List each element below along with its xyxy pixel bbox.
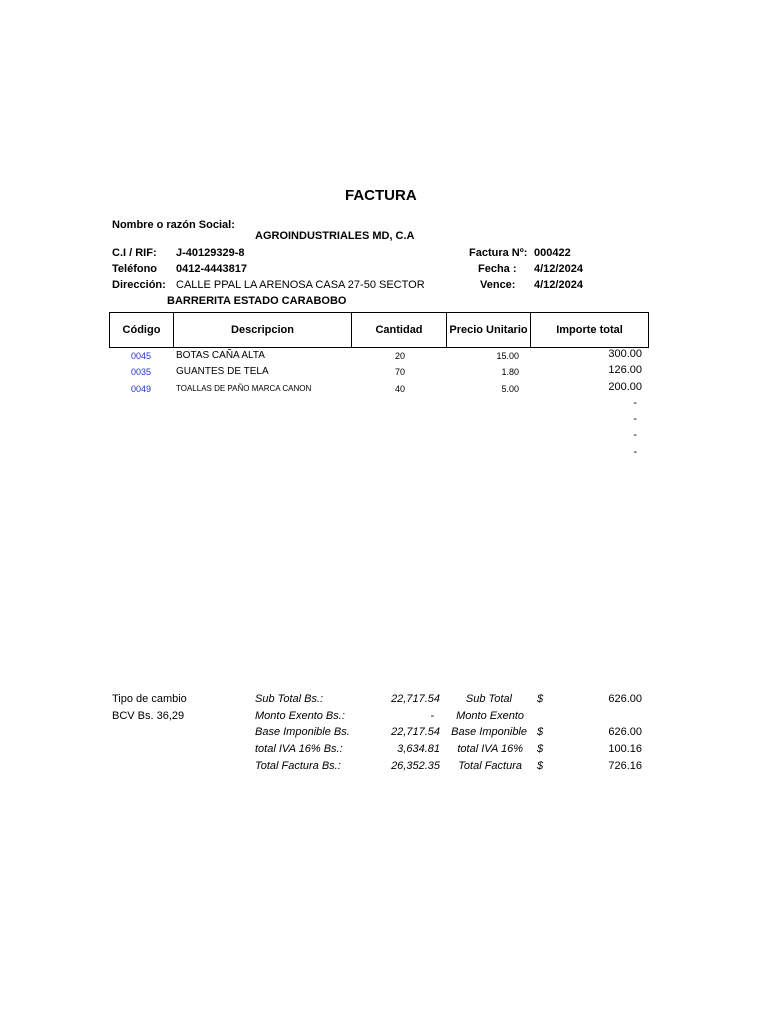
- row-1-description: BOTAS CAÑA ALTA: [176, 350, 265, 361]
- row-3-total: 200.00: [608, 381, 642, 393]
- bs-total-value: 26,352.35: [391, 760, 440, 772]
- empty-row-total: -: [633, 397, 637, 409]
- bs-total-label: Total Factura Bs.:: [255, 760, 341, 772]
- row-2-quantity: 70: [394, 367, 405, 377]
- invoice-title: FACTURA: [345, 187, 417, 204]
- col-header-description: Descripcion: [174, 313, 352, 347]
- invoice-date-label: Fecha :: [478, 263, 517, 275]
- row-3-description: TOALLAS DE PAÑO MARCA CANON: [176, 384, 312, 393]
- bs-exempt-value: -: [430, 710, 434, 722]
- bs-taxable-base-label: Base Imponible Bs.: [255, 726, 350, 738]
- usd-total-currency: $: [537, 760, 544, 772]
- phone-label: Teléfono: [112, 263, 158, 275]
- usd-taxable-base-currency: $: [537, 726, 544, 738]
- bs-iva-value: 3,634.81: [397, 743, 440, 755]
- row-2-unit-price: 1.80: [501, 367, 519, 377]
- row-1-code: 0045: [131, 351, 152, 361]
- name-label: Nombre o razón Social:: [112, 219, 235, 231]
- col-header-code: Código: [110, 313, 174, 347]
- phone-value: 0412-4443817: [176, 263, 247, 275]
- row-1-total: 300.00: [608, 348, 642, 360]
- address-line-1: CALLE PPAL LA ARENOSA CASA 27-50 SECTOR: [176, 279, 425, 291]
- usd-iva-value: 100.16: [608, 743, 642, 755]
- usd-iva-currency: $: [537, 743, 544, 755]
- bs-subtotal-value: 22,717.54: [391, 693, 440, 705]
- usd-taxable-base-label: Base Imponible: [451, 726, 527, 738]
- col-header-unit-price: Precio Unitario: [447, 313, 531, 347]
- row-2-code: 0035: [131, 367, 152, 377]
- col-header-total: Importe total: [556, 324, 623, 336]
- row-1-quantity: 20: [394, 351, 405, 361]
- invoice-due-value: 4/12/2024: [534, 279, 583, 291]
- usd-subtotal-label: Sub Total: [465, 693, 512, 705]
- bs-taxable-base-value: 22,717.54: [391, 726, 440, 738]
- usd-total-value: 726.16: [608, 760, 642, 772]
- row-3-unit-price: 5.00: [501, 384, 519, 394]
- usd-taxable-base-value: 626.00: [608, 726, 642, 738]
- rif-label: C.I / RIF:: [112, 247, 157, 259]
- usd-subtotal-currency: $: [537, 693, 544, 705]
- items-table-header: [109, 312, 649, 348]
- empty-row-total: -: [633, 413, 637, 425]
- invoice-due-label: Vence:: [480, 279, 516, 291]
- row-3-quantity: 40: [394, 384, 405, 394]
- address-line-2: BARRERITA ESTADO CARABOBO: [167, 295, 347, 307]
- row-1-unit-price: 15.00: [496, 351, 519, 361]
- empty-row-total: -: [633, 429, 637, 441]
- col-header-quantity: Cantidad: [352, 313, 447, 347]
- exchange-label: Tipo de cambio: [112, 693, 187, 705]
- exchange-value: BCV Bs. 36,29: [112, 710, 185, 722]
- bs-subtotal-label: Sub Total Bs.:: [255, 693, 324, 705]
- invoice-number-label: Factura Nº:: [469, 247, 528, 259]
- empty-row-total: -: [633, 446, 637, 458]
- usd-total-label: Total Factura: [458, 760, 522, 772]
- invoice-date-value: 4/12/2024: [534, 263, 583, 275]
- row-2-description: GUANTES DE TELA: [176, 366, 269, 377]
- bs-exempt-label: Monto Exento Bs.:: [255, 710, 345, 722]
- row-2-total: 126.00: [608, 364, 642, 376]
- row-3-code: 0049: [131, 384, 152, 394]
- name-value: AGROINDUSTRIALES MD, C.A: [255, 230, 415, 242]
- invoice-number-value: 000422: [534, 247, 571, 259]
- rif-value: J-40129329-8: [176, 247, 245, 259]
- usd-iva-label: total IVA 16%: [457, 743, 523, 755]
- address-label: Dirección:: [112, 279, 166, 291]
- usd-exempt-label: Monto Exento: [456, 710, 524, 722]
- usd-subtotal-value: 626.00: [608, 693, 642, 705]
- bs-iva-label: total IVA 16% Bs.:: [255, 743, 343, 755]
